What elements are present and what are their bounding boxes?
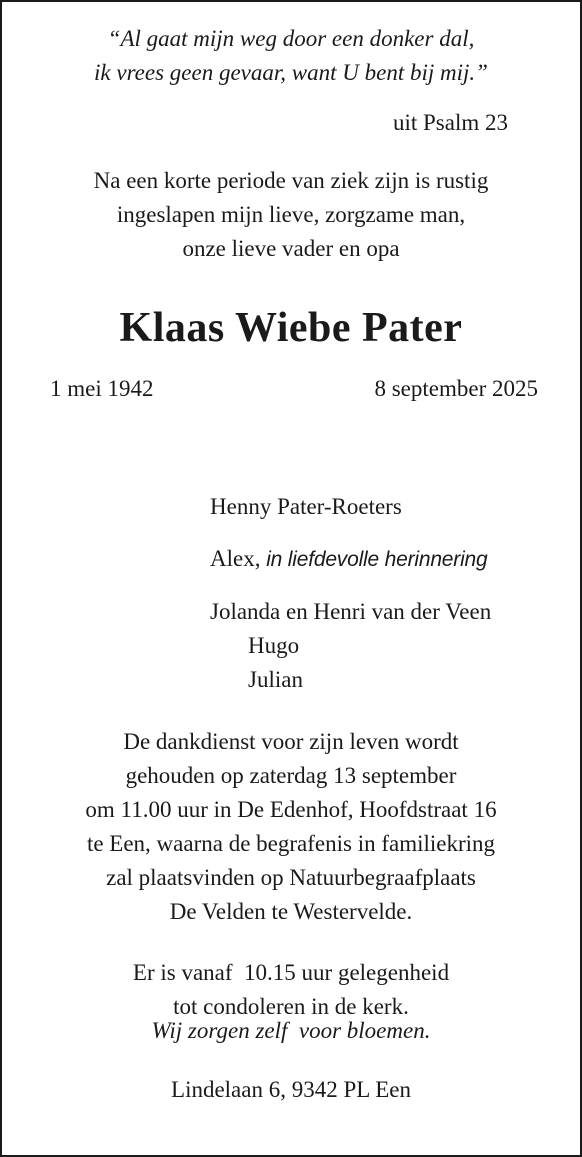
death-date: 8 september 2025 [374,376,538,401]
family-child-2: Jolanda en Henri van der Veen [210,599,492,624]
service-line: om 11.00 uur in De Edenhof, Hoofdstraat 16 [85,797,497,822]
child-1-name: Alex, [210,546,261,571]
service-line: De dankdienst voor zijn leven wordt [123,729,459,754]
quote-line: “Al gaat mijn weg door een donker dal, [107,26,475,51]
family-spouse: Henny Pater-Roeters [210,494,402,519]
birth-date: 1 mei 1942 [50,376,154,401]
home-address: Lindelaan 6, 9342 PL Een [171,1077,411,1102]
intro-line: onze lieve vader en opa [182,236,400,261]
intro-line: ingeslapen mijn lieve, zorgzame man, [116,202,466,227]
service-line: zal plaatsvinden op Natuurbegraafplaats [106,865,476,890]
deceased-name: Klaas Wiebe Pater [119,305,463,351]
child-1-note: in liefdevolle herinnering [266,548,488,571]
family-child-1 [210,542,488,577]
grandchild: Hugo [248,633,300,658]
service-details [2,725,580,929]
service-line: De Velden te Westervelde. [169,899,413,924]
flowers-note: Wij zorgen zelf voor bloemen. [151,1018,431,1043]
grandchild: Julian [248,667,303,692]
bible-quote [2,22,580,90]
intro-line: Na een korte periode van ziek zijn is rustig [93,168,489,193]
condolence-line: Er is vanaf 10.15 uur gelegenheid [132,960,450,985]
condolence-line: tot condoleren in de kerk. [173,994,409,1019]
quote-source: uit Psalm 23 [392,110,508,135]
service-line: te Een, waarna de begrafenis in familiekring [86,831,496,856]
service-line: gehouden op zaterdag 13 september [125,763,457,788]
intro-text [2,164,580,266]
quote-line: ik vrees geen gevaar, want U bent bij mij.” [94,60,488,85]
